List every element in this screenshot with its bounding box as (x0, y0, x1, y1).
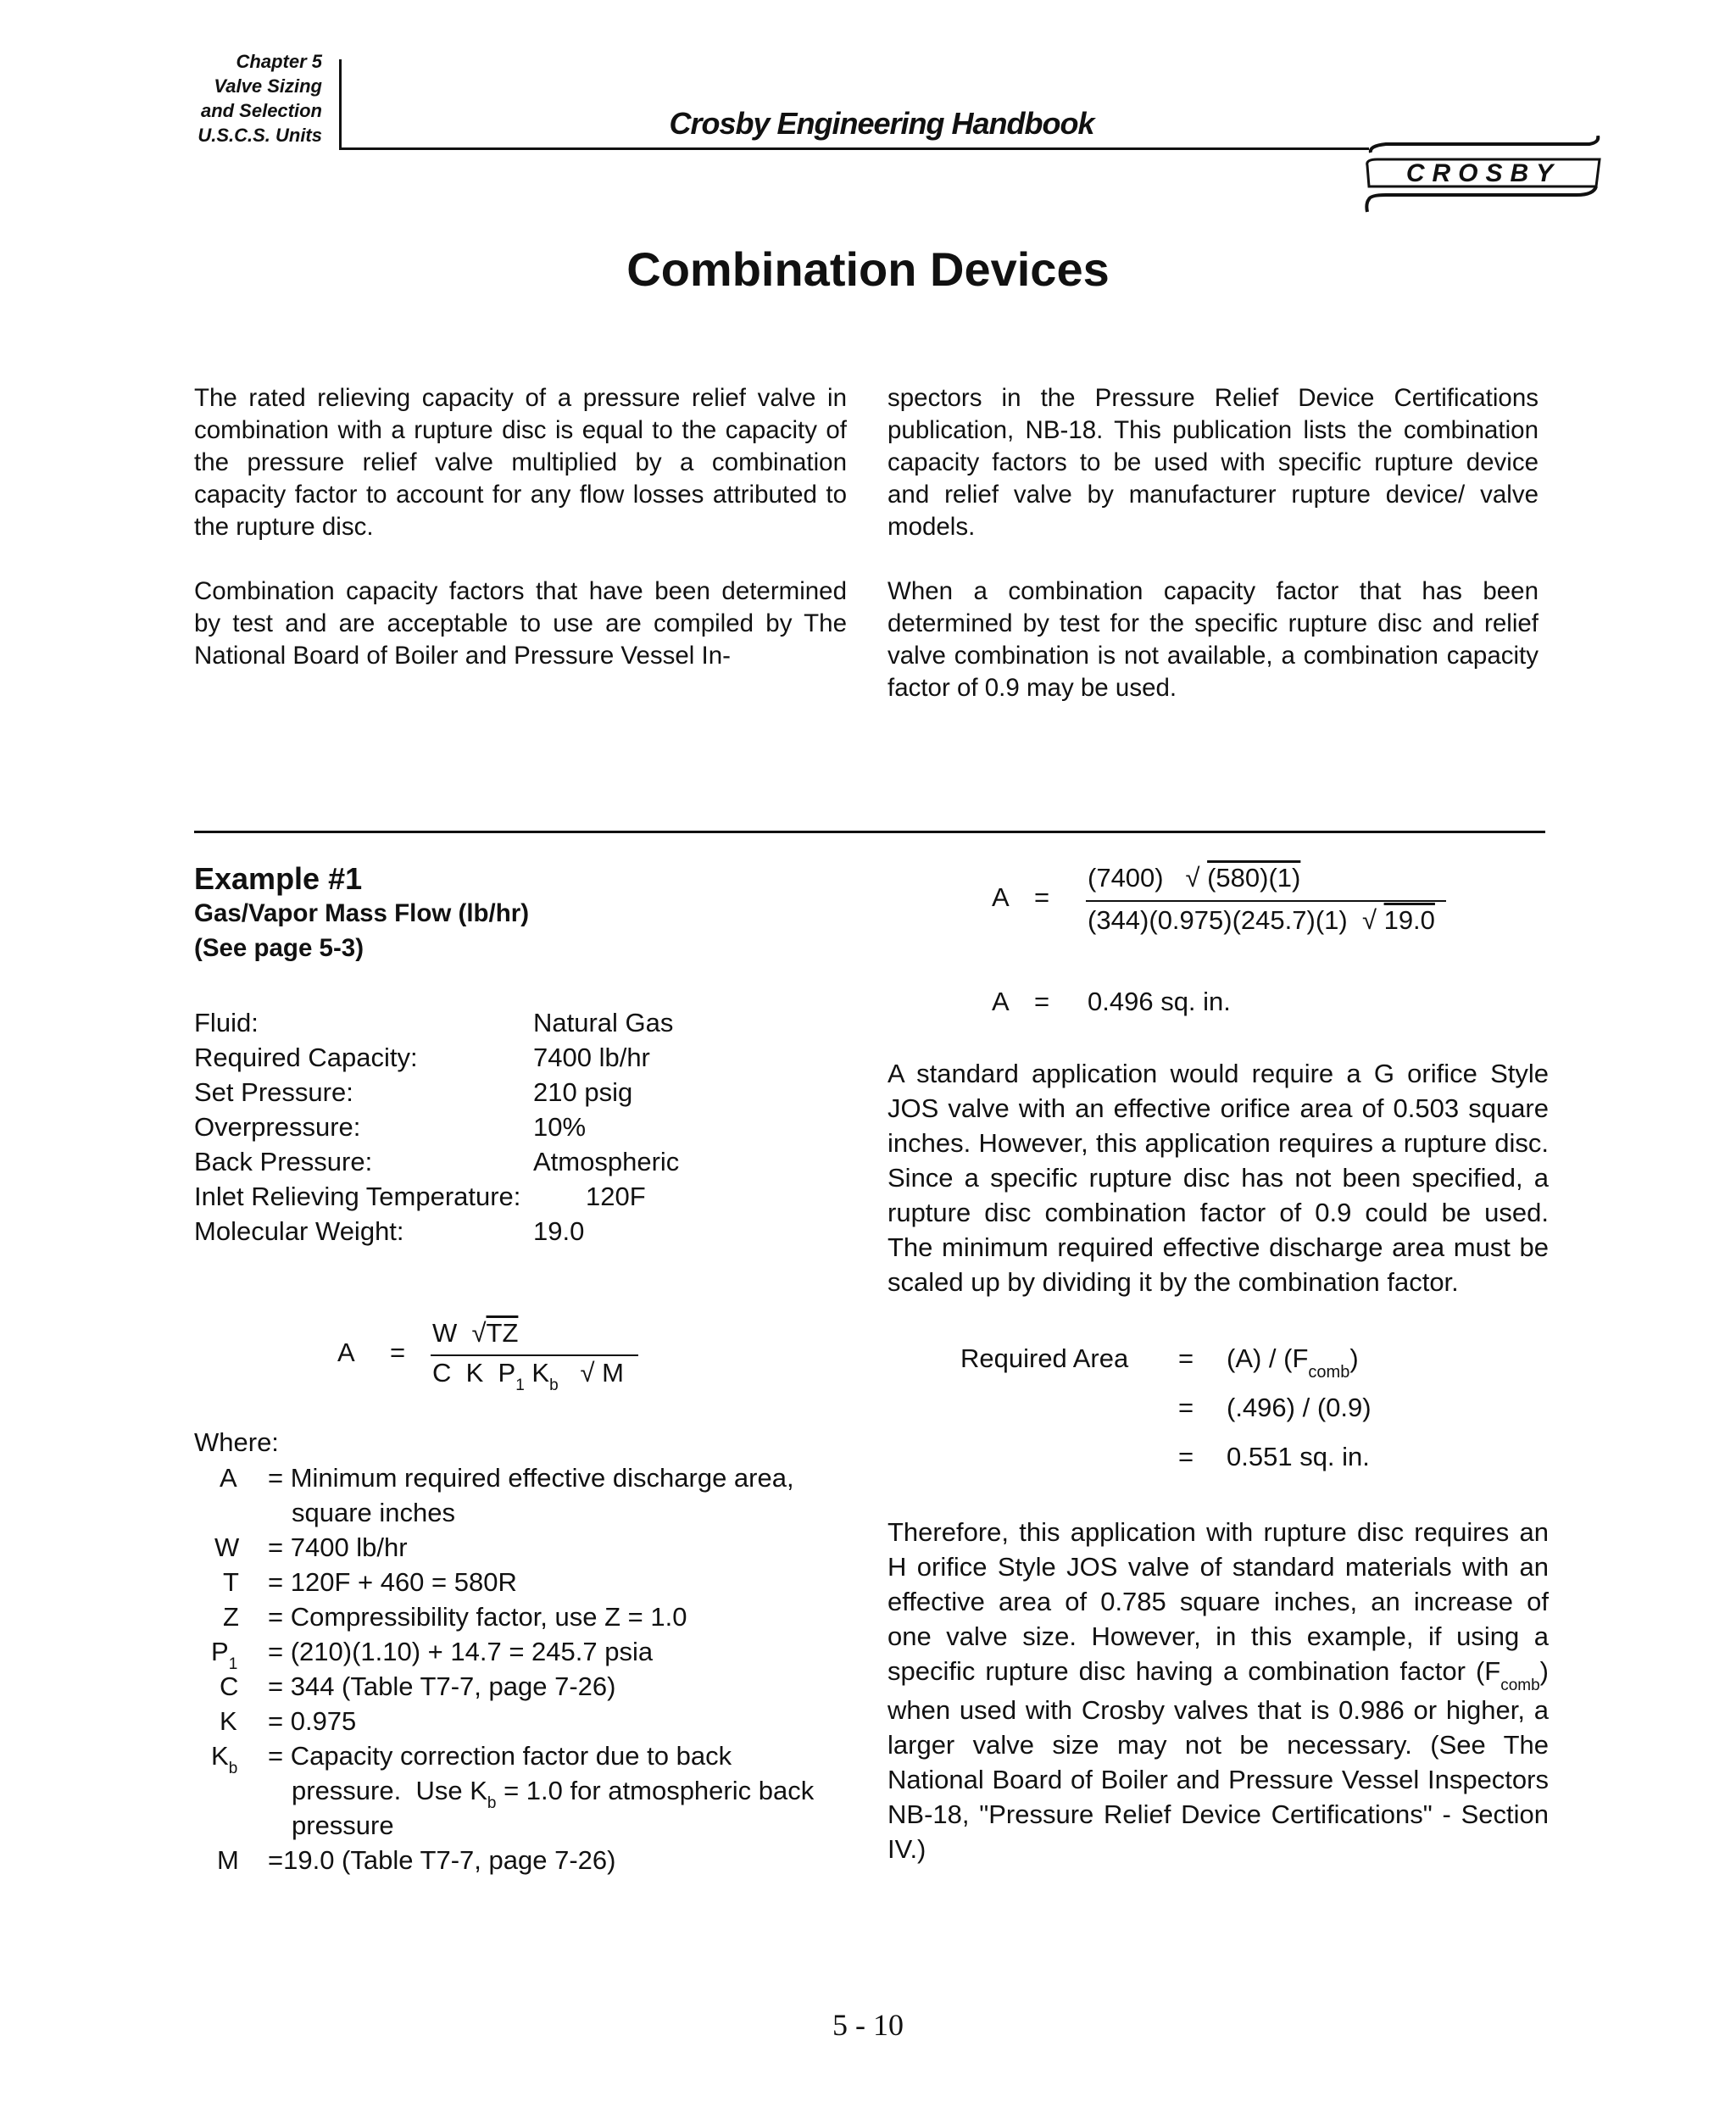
formula-denominator (432, 1358, 624, 1394)
required-area-result: 0.551 sq. in. (1227, 1442, 1370, 1471)
definition-symbol: Z (223, 1602, 239, 1632)
conclusion-text: Therefore, this application with rupture disc requires an H orifice Style JOS valve of standard materials with an effective area of 0.785 square inches, an increase of one valve size. However, in this example, if using a specific rupture disc having a combination factor (F (887, 1517, 1549, 1686)
calc-numerator (1088, 863, 1300, 893)
calc-lhs: A (992, 987, 1010, 1016)
definition-row (194, 1495, 872, 1530)
definition-row (194, 1738, 872, 1777)
calc-den-sqrt: 19.0 (1383, 905, 1435, 935)
definition-text: = 7400 lb/hr (268, 1532, 408, 1562)
page-number: 5 - 10 (832, 2008, 904, 2042)
required-area-text: ) (1349, 1343, 1359, 1373)
intro-paragraph: Combination capacity factors that have been determined by test and are acceptable to use are compiled by The National Board of Boiler and Pressure Vessel In- (194, 577, 847, 670)
conclusion-paragraph (887, 1515, 1549, 1866)
where-label: Where: (194, 1427, 279, 1457)
sqrt-icon: √ (471, 1318, 487, 1348)
parameter-label: Overpressure: (194, 1112, 361, 1142)
page-title: Combination Devices (626, 242, 1110, 296)
parameter-value: 10% (533, 1112, 587, 1142)
parameter-list (194, 1005, 787, 1249)
formula-ckp: C K P (432, 1358, 516, 1388)
conclusion-text: ) when used with Crosby valves that is 0.986 or higher, a larger valve size may not be necessary. (See The National Board of Boiler and Pressure Vessel Inspectors NB-18, "Pressure Relief Device Certifications" - Section IV.) (887, 1656, 1549, 1864)
calc-denominator (1088, 905, 1435, 936)
definition-row (194, 1808, 872, 1843)
definition-list (194, 1460, 872, 1877)
formula-m: M (602, 1358, 624, 1388)
definition-symbol: T (223, 1567, 239, 1597)
crosby-logo (1360, 136, 1602, 216)
parameter-value: 210 psig (533, 1077, 633, 1107)
fraction-bar (1086, 900, 1446, 902)
intro-paragraph: The rated relieving capacity of a pressure relief valve in combination with a rupture disc is equal to the capacity of the pressure relief valve multiplied by a combination capacity factor to account for any flow losses attributed to the rupture disc. (194, 384, 847, 541)
definition-row (194, 1669, 872, 1704)
definition-row (194, 1530, 872, 1565)
subscript: comb (1308, 1363, 1350, 1382)
definition-row (194, 1634, 872, 1673)
definition-symbol: K (211, 1741, 229, 1771)
chapter-line: U.S.C.S. Units (198, 125, 322, 146)
header-divider (339, 59, 342, 148)
sqrt-icon: √ (580, 1358, 595, 1388)
required-area-line (1227, 1343, 1359, 1382)
calc-den-value: (344)(0.975)(245.7)(1) (1088, 905, 1348, 935)
calc-result: 0.496 sq. in. (1088, 987, 1231, 1016)
logo-text: CROSBY (1405, 159, 1561, 187)
parameter-label: Fluid: (194, 1008, 259, 1037)
required-area-equals: = (1178, 1343, 1194, 1373)
example-subtitle: (See page 5-3) (194, 934, 364, 962)
chapter-line: and Selection (200, 100, 322, 121)
definition-text: = Compressibility factor, use Z = 1.0 (268, 1602, 687, 1632)
formula-equals: = (390, 1338, 406, 1367)
definition-symbol: C (220, 1671, 239, 1701)
subscript: b (549, 1377, 559, 1394)
parameter-row (194, 1144, 787, 1179)
definition-text: = 344 (Table T7-7, page 7-26) (268, 1671, 616, 1701)
parameter-row (194, 1110, 787, 1144)
required-area-text: (A) / (F (1227, 1343, 1309, 1373)
calc-lhs: A (992, 882, 1010, 912)
parameter-row (194, 1179, 787, 1214)
handbook-title: Crosby Engineering Handbook (669, 106, 1094, 141)
formula-w: W (432, 1318, 458, 1348)
sqrt-icon: √ (1185, 863, 1200, 893)
parameter-row (194, 1005, 787, 1040)
parameter-value: 7400 lb/hr (533, 1043, 650, 1072)
subscript: 1 (515, 1377, 525, 1394)
definition-row (194, 1599, 872, 1634)
parameter-value: 120F (586, 1182, 646, 1211)
subscript: b (228, 1760, 238, 1777)
definition-symbol: M (217, 1845, 239, 1875)
parameter-row (194, 1075, 787, 1110)
parameter-label: Back Pressure: (194, 1147, 373, 1176)
definition-text: =19.0 (Table T7-7, page 7-26) (268, 1845, 616, 1875)
definition-symbol: P (211, 1637, 229, 1666)
formula-lhs: A (337, 1338, 355, 1367)
example-title: Example #1 (194, 861, 363, 896)
required-area-equals: = (1178, 1393, 1194, 1422)
parameter-label: Required Capacity: (194, 1043, 418, 1072)
intro-paragraph: When a combination capacity factor that has been determined by test for the specific rupture disc and relief valve combination is not available, a combination capacity factor of 0.9 may be used. (887, 577, 1538, 702)
parameter-row (194, 1214, 787, 1249)
required-area-equals: = (1178, 1442, 1194, 1471)
section-divider (194, 831, 1545, 833)
required-area-line: (.496) / (0.9) (1227, 1393, 1372, 1422)
definition-row (194, 1704, 872, 1738)
calc-num-sqrt: (580)(1) (1207, 863, 1301, 893)
definition-symbol: W (214, 1532, 240, 1562)
parameter-value: 19.0 (533, 1216, 585, 1246)
definition-symbol: A (220, 1463, 237, 1493)
parameter-row (194, 1040, 787, 1075)
example-subtitle: Gas/Vapor Mass Flow (lb/hr) (194, 899, 530, 927)
formula-tz: TZ (486, 1318, 519, 1348)
definition-text: = (210)(1.10) + 14.7 = 245.7 psia (268, 1637, 654, 1666)
parameter-value: Natural Gas (533, 1008, 674, 1037)
parameter-label: Set Pressure: (194, 1077, 353, 1107)
definition-text: = Minimum required effective discharge area, (268, 1463, 794, 1493)
calc-equals: = (1034, 882, 1050, 912)
subscript: 1 (228, 1655, 238, 1673)
definition-text: pressure. Use K (292, 1776, 487, 1805)
parameter-label: Molecular Weight: (194, 1216, 404, 1246)
chapter-line: Valve Sizing (214, 75, 322, 97)
explanation-paragraph: A standard application would require a G orifice Style JOS valve with an effective orifice area of 0.503 square inches. However, this application requires a rupture disc. Since a specific rupture disc has not been specified, a rupture disc combination factor of 0.9 could be used. The minimum required effective discharge area must be scaled up by dividing it by the combination factor. (887, 1059, 1549, 1297)
chapter-line: Chapter 5 (236, 51, 322, 72)
definition-text: = 120F + 460 = 580R (268, 1567, 517, 1597)
subscript: b (487, 1794, 497, 1812)
header-rule (339, 147, 1369, 150)
required-area-label: Required Area (960, 1343, 1129, 1373)
definition-text: square inches (292, 1498, 456, 1527)
fraction-bar (431, 1354, 638, 1356)
calc-equals: = (1034, 987, 1050, 1016)
definition-text: = Capacity correction factor due to back (268, 1741, 732, 1771)
definition-row (194, 1773, 872, 1812)
chapter-label (127, 49, 322, 147)
parameter-label: Inlet Relieving Temperature: (194, 1182, 521, 1211)
intro-paragraph: spectors in the Pressure Relief Device Certifications publication, NB-18. This publication lists the combination capacity factors to be used with specific rupture device and relief valve by manufacturer rupture device/ valve models. (887, 384, 1538, 541)
parameter-value: Atmospheric (533, 1147, 680, 1176)
subscript: comb (1500, 1677, 1540, 1694)
formula-numerator (432, 1318, 518, 1349)
formula-k: K (531, 1358, 550, 1388)
definition-text: = 0.975 (268, 1706, 357, 1736)
definition-text: pressure (292, 1810, 394, 1840)
sqrt-icon: √ (1361, 905, 1377, 935)
definition-row (194, 1565, 872, 1599)
definition-row (194, 1460, 872, 1495)
calc-num-value: (7400) (1088, 863, 1164, 893)
definition-text: = 1.0 for atmospheric back (496, 1776, 815, 1805)
definition-symbol: K (220, 1706, 237, 1736)
definition-row (194, 1843, 872, 1877)
